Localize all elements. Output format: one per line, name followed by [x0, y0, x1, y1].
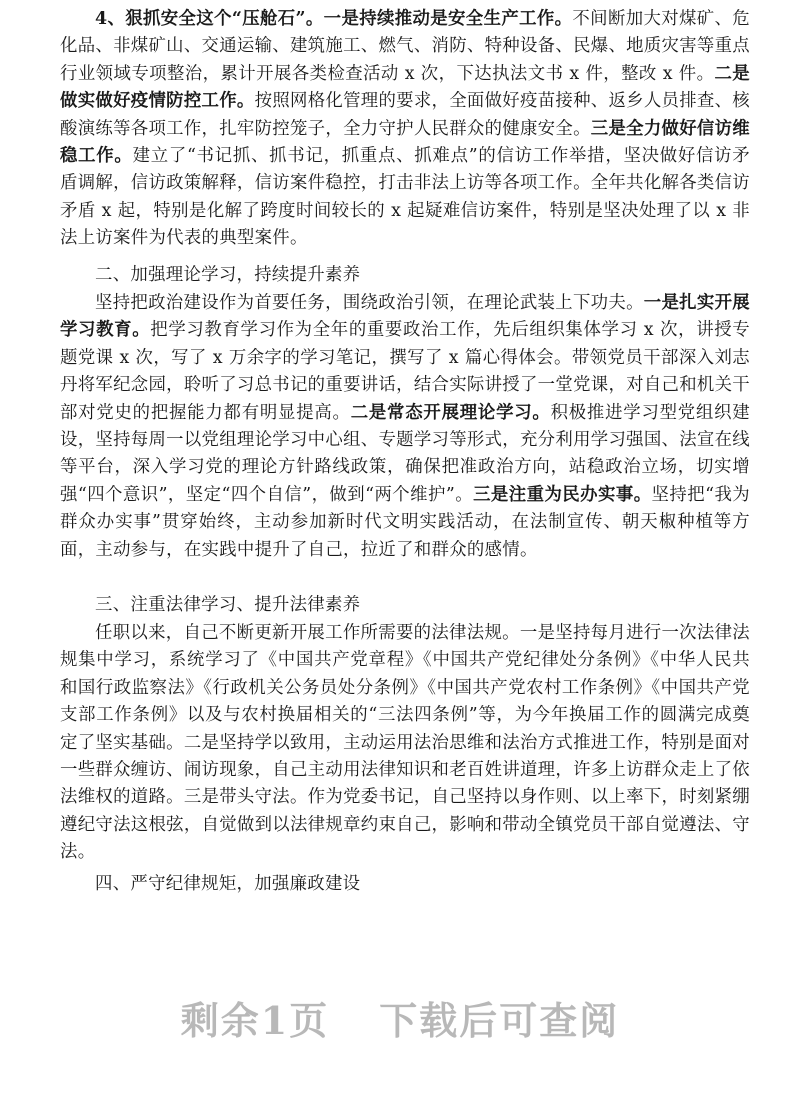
- section-4-heading: 四、严守纪律规矩，加强廉政建设: [95, 874, 361, 894]
- section-1-point-3-text: 建立了“书记抓、抓书记，抓重点、抓难点”的信访工作举措，坚决做好信访矛盾调解，信访政策解释，信访案件稳控，打击非法上访等各项工作。全年共化解各类信访矛盾 x 起，特别是化解了跨度时间较长的 x 起疑难信访案件，特别是坚决处理了以 x 非法上访案件为代表的典型案件。: [60, 146, 750, 249]
- section-2-point-2-title: 二是常态开展理论学习。: [350, 402, 551, 423]
- section-2-paragraph: [60, 290, 750, 564]
- download-to-view-text: 下载后可查阅: [379, 998, 620, 1043]
- section-2-point-2-text: 积极推进学习型党组织建设，坚持每周一以党组理论学习中心组、专题学习等形式，充分利用学习强国、法宣在线等平台，深入学习党的理论方针路线政策，确保把准政治方向，站稳政治立场，切实增强“四个意识”，坚定“四个自信”，做到“两个维护”。: [60, 402, 750, 505]
- section-1-point-2-title: 二是做实做好疫情防控工作。: [60, 63, 750, 112]
- section-2-heading: 二、加强理论学习，持续提升素养: [95, 265, 361, 285]
- remaining-pages-text: 剩余1页: [180, 998, 330, 1043]
- section-1-point-2-text: 按照网格化管理的要求，全面做好疫苗接种、返乡人员排查、核酸演练等各项工作，扎牢防控笼子，全力守护人民群众的健康安全。: [60, 91, 750, 139]
- section-2-point-1-title: 一是扎实开展学习教育。: [60, 293, 750, 341]
- section-1-lead: 4、狠抓安全这个“压舱石”。: [95, 9, 324, 29]
- section-1-point-1-title: 一是持续推动是安全生产工作。: [323, 9, 573, 29]
- section-3-paragraph: 任职以来，自己不断更新开展工作所需要的法律法规。一是坚持每月进行一次法律法规集中学习，系统学习了《中国共产党章程》《中国共产党纪律处分条例》《中华人民共和国行政监察法》《行政机关公务员处分条例》《中国共产党农村工作条例》《中国共产党支部工作条例》以及与农村换届相关的“三法四条例”等，为今年换届工作的圆满完成奠定了坚实基础。二是坚持学以致用，主动运用法治思维和法治方式推进工作，特别是面对一些群众缠访、闹访现象，自己主动用法律知识和老百姓讲道理，许多上访群众走上了依法维权的道路。三是带头守法。作为党委书记，自己坚持以身作则、以上率下，时刻紧绷遵纪守法这根弦，自觉做到以法律规章约束自己，影响和带动全镇党员干部自觉遵法、守法。: [60, 623, 750, 863]
- section-3-heading: 三、注重法律学习、提升法律素养: [95, 595, 361, 615]
- section-2-point-3-title: 三是注重为民办实事。: [473, 484, 652, 505]
- download-prompt-banner[interactable]: [0, 990, 800, 1045]
- section-1-point-3-title: 三是全力做好信访维稳工作。: [60, 118, 750, 167]
- section-2-point-1-text: 把学习教育学习作为全年的重要政治工作，先后组织集体学习 x 次，讲授专题党课 x 次，写了 x 万余字的学习笔记，撰写了 x 篇心得体会。带领党员干部深入刘志丹将军纪念园，聆听了习总书记的重要讲话，结合实际讲授了一堂党课，对自己和机关干部对党史的把握能力都有明显提高。: [60, 320, 750, 423]
- section-2-intro: 坚持把政治建设作为首要任务，围绕政治引领，在理论武装上下功夫。: [95, 293, 644, 313]
- section-2-point-3-text: 坚持把“我为群众办实事”贯穿始终，主动参加新时代文明实践活动，在法制宣传、朝天椒种植等方面，主动参与，在实践中提升了自己，拉近了和群众的感情。: [60, 484, 750, 560]
- section-1-paragraph: [60, 6, 750, 253]
- section-1-point-1-text: 不间断加大对煤矿、危化品、非煤矿山、交通运输、建筑施工、燃气、消防、特种设备、民爆、地质灾害等重点行业领域专项整治，累计开展各类检查活动 x 次，下达执法文书 x 件，整改 x 件。: [60, 9, 750, 84]
